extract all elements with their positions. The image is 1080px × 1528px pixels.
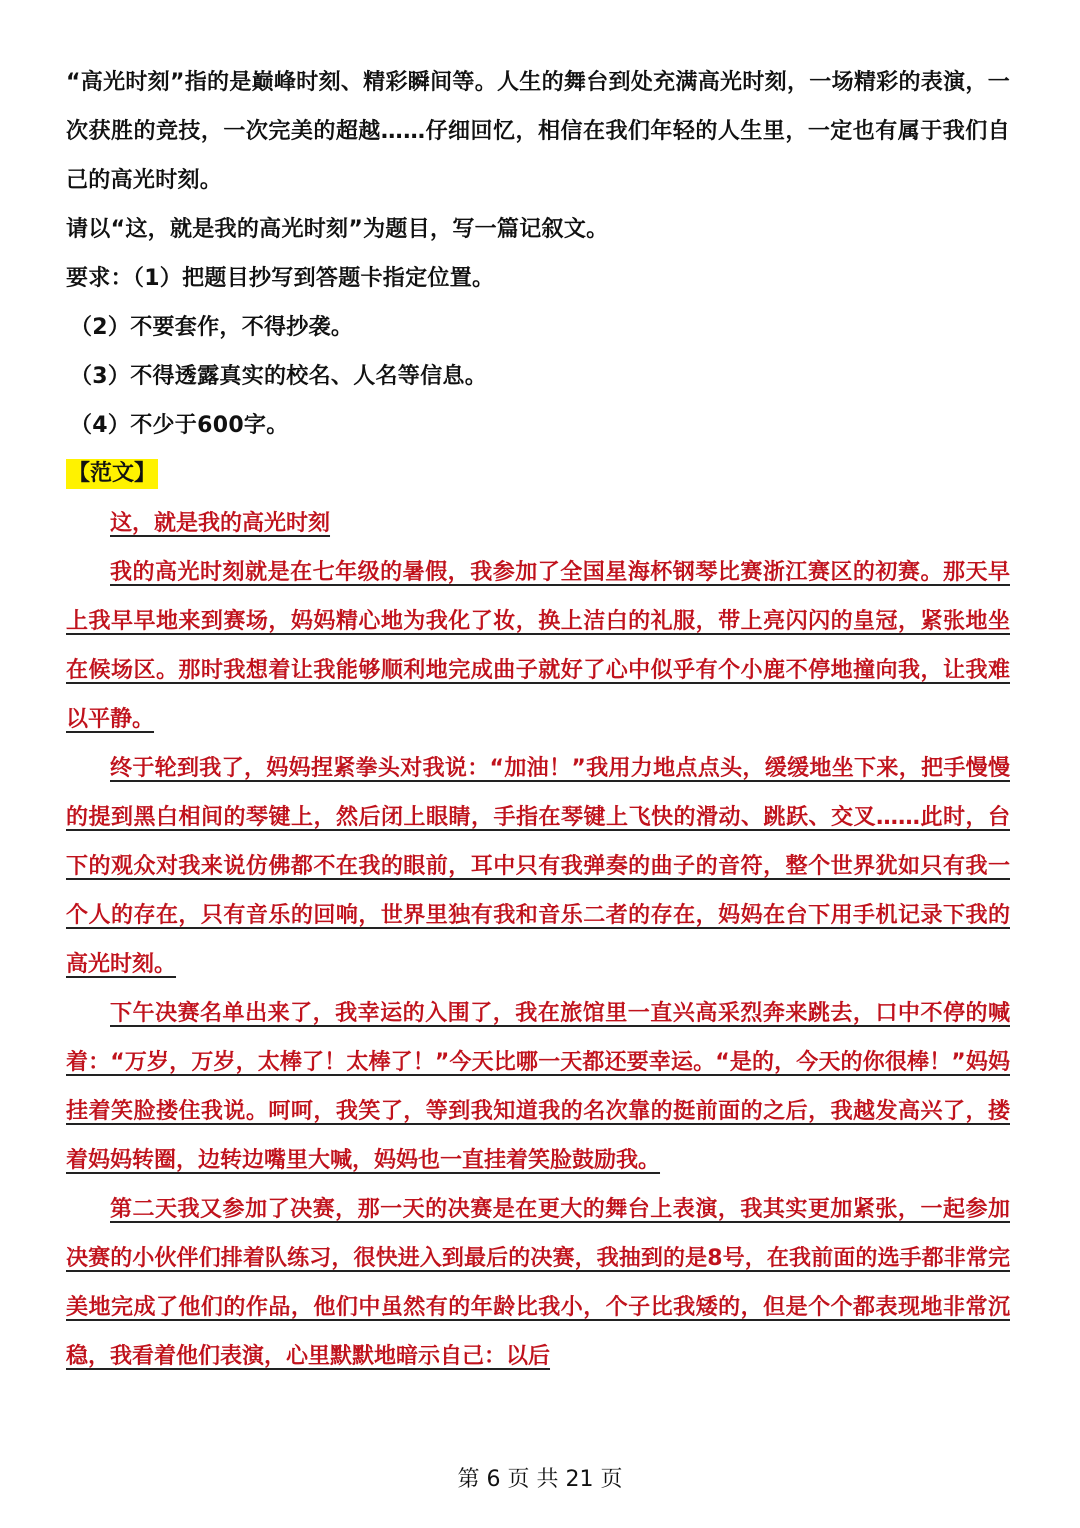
document-page: [66, 58, 1010, 1381]
requirement-2: （2）不要套作，不得抄袭。: [70, 315, 354, 340]
page-footer: 第 6 页 共 21 页: [457, 1467, 623, 1492]
requirement-1: 要求：（1）把题目抄写到答题卡指定位置。: [66, 266, 495, 291]
prompt-task: 请以“这，就是我的高光时刻”为题目，写一篇记叙文。: [66, 217, 609, 242]
sample-essay: [66, 499, 1010, 1381]
requirement-4: （4）不少于600字。: [70, 413, 289, 438]
sample-essay-tag-row: [66, 450, 1010, 499]
prompt-intro: “高光时刻”指的是巅峰时刻、精彩瞬间等。人生的舞台到处充满高光时刻，一场精彩的表演，一次获胜的竞技，一次完美的超越……仔细回忆，相信在我们年轻的人生里，一定也有属于我们自己的高光时刻。: [66, 70, 1010, 193]
essay-title: 这，就是我的高光时刻: [110, 511, 331, 536]
essay-paragraph-4: 第二天我又参加了决赛，那一天的决赛是在更大的舞台上表演，我其实更加紧张，一起参加决赛的小伙伴们排着队练习，很快进入到最后的决赛，我抽到的是8号，在我前面的选手都非常完美地完成了他们的作品，他们中虽然有的年龄比我小，个子比我矮的，但是个个都表现地非常沉稳，我看着他们表演，心里默默地暗示自己：以后: [66, 1197, 1010, 1369]
essay-paragraph-1: 我的高光时刻就是在七年级的暑假，我参加了全国星海杯钢琴比赛浙江赛区的初赛。那天早上我早早地来到赛场，妈妈精心地为我化了妆，换上洁白的礼服，带上亮闪闪的皇冠，紧张地坐在候场区。那时我想着让我能够顺利地完成曲子就好了心中似乎有个小鹿不停地撞向我，让我难以平静。: [66, 560, 1010, 732]
essay-paragraph-3: 下午决赛名单出来了，我幸运的入围了，我在旅馆里一直兴高采烈奔来跳去，口中不停的喊着：“万岁，万岁，太棒了！太棒了！”今天比哪一天都还要幸运。“是的，今天的你很棒！”妈妈挂着笑脸搂住我说。呵呵，我笑了，等到我知道我的名次靠的挺前面的之后，我越发高兴了，搂着妈妈转圈，边转边嘴里大喊，妈妈也一直挂着笑脸鼓励我。: [66, 1001, 1010, 1173]
sample-essay-tag: 【范文】: [66, 459, 158, 489]
essay-prompt: [66, 58, 1010, 450]
essay-paragraph-2: 终于轮到我了，妈妈捏紧拳头对我说：“加油！”我用力地点点头，缓缓地坐下来，把手慢慢的提到黑白相间的琴键上，然后闭上眼睛，手指在琴键上飞快的滑动、跳跃、交叉……此时，台下的观众对我来说仿佛都不在我的眼前，耳中只有我弹奏的曲子的音符，整个世界犹如只有我一个人的存在，只有音乐的回响，世界里独有我和音乐二者的存在，妈妈在台下用手机记录下我的高光时刻。: [66, 756, 1010, 977]
requirement-3: （3）不得透露真实的校名、人名等信息。: [70, 364, 488, 389]
